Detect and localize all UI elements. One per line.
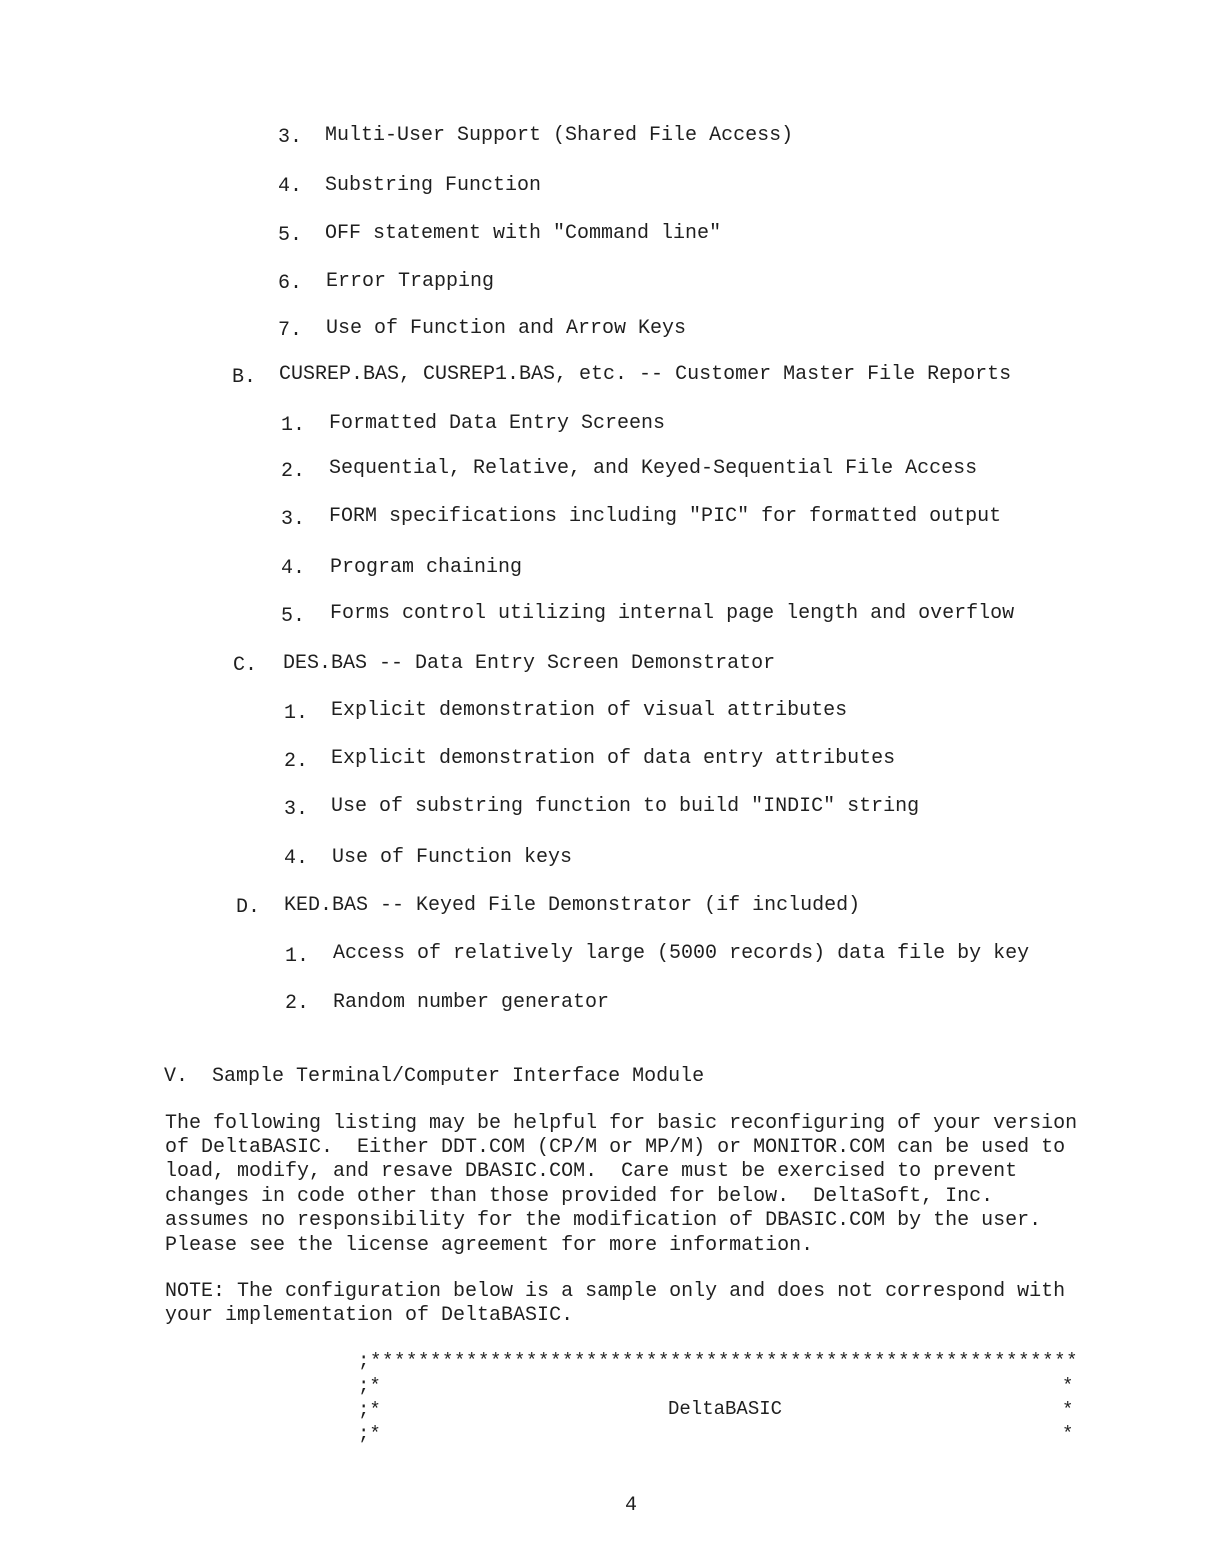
list-number: 1.	[284, 702, 309, 725]
code-title: DeltaBASIC	[668, 1398, 783, 1420]
list-item-text: Explicit demonstration of visual attributes	[331, 699, 848, 722]
note-line: NOTE: The configuration below is a sample only and does not correspond with	[165, 1280, 1066, 1303]
list-number: 3.	[284, 798, 309, 821]
list-number: 2.	[284, 750, 309, 773]
list-number: 5.	[281, 605, 306, 628]
list-number: 4.	[278, 175, 303, 198]
section-heading: V. Sample Terminal/Computer Interface Module	[164, 1065, 705, 1088]
list-item-text: Use of Function and Arrow Keys	[326, 317, 687, 340]
paragraph-line: load, modify, and resave DBASIC.COM. Care must be exercised to prevent	[165, 1160, 1018, 1183]
section-letter: B.	[232, 366, 257, 389]
code-left-star: ;*	[358, 1399, 381, 1421]
code-border-line: ;***********************************************************	[358, 1350, 1079, 1372]
code-right-star: *	[1062, 1399, 1074, 1421]
list-item-text: Use of substring function to build "INDIC" string	[331, 795, 920, 818]
list-item-text: FORM specifications including "PIC" for formatted output	[329, 505, 1002, 528]
page-number: 4	[625, 1494, 638, 1517]
list-item-text: Formatted Data Entry Screens	[329, 412, 666, 435]
paragraph-line: assumes no responsibility for the modification of DBASIC.COM by the user.	[165, 1209, 1042, 1232]
section-letter: C.	[233, 654, 258, 677]
list-number: 2.	[285, 992, 310, 1015]
section-letter: D.	[236, 896, 261, 919]
paragraph-line: The following listing may be helpful for basic reconfiguring of your version	[165, 1112, 1078, 1135]
section-title: CUSREP.BAS, CUSREP1.BAS, etc. -- Customer Master File Reports	[279, 363, 1012, 386]
list-item-text: Error Trapping	[326, 270, 495, 293]
code-right-star: *	[1062, 1375, 1074, 1397]
list-number: 1.	[281, 414, 306, 437]
list-item-text: Explicit demonstration of data entry attributes	[331, 747, 896, 770]
list-number: 2.	[281, 460, 306, 483]
section-title: KED.BAS -- Keyed File Demonstrator (if included)	[284, 894, 861, 917]
list-number: 5.	[278, 224, 303, 247]
list-number: 4.	[284, 847, 309, 870]
list-item-text: Access of relatively large (5000 records) data file by key	[333, 942, 1030, 965]
paragraph-line: Please see the license agreement for more information.	[165, 1234, 814, 1257]
list-item-text: Forms control utilizing internal page length and overflow	[330, 602, 1015, 625]
list-item-text: Program chaining	[330, 556, 523, 579]
code-right-star: *	[1062, 1423, 1074, 1445]
section-title: DES.BAS -- Data Entry Screen Demonstrator	[283, 652, 776, 675]
code-left-star: ;*	[358, 1375, 381, 1397]
list-number: 6.	[278, 272, 303, 295]
list-item-text: Use of Function keys	[332, 846, 573, 869]
paragraph-line: of DeltaBASIC. Either DDT.COM (CP/M or MP/M) or MONITOR.COM can be used to	[165, 1136, 1066, 1159]
list-item-text: Sequential, Relative, and Keyed-Sequential File Access	[329, 457, 978, 480]
list-number: 3.	[278, 126, 303, 149]
paragraph-line: changes in code other than those provided for below. DeltaSoft, Inc.	[165, 1185, 994, 1208]
list-number: 3.	[281, 508, 306, 531]
list-number: 4.	[281, 557, 306, 580]
list-item-text: OFF statement with "Command line"	[325, 222, 722, 245]
list-item-text: Substring Function	[325, 174, 542, 197]
list-item-text: Random number generator	[333, 991, 610, 1014]
list-number: 1.	[285, 945, 310, 968]
note-line: your implementation of DeltaBASIC.	[165, 1304, 574, 1327]
list-number: 7.	[278, 319, 303, 342]
list-item-text: Multi-User Support (Shared File Access)	[325, 124, 794, 147]
code-left-star: ;*	[358, 1423, 381, 1445]
